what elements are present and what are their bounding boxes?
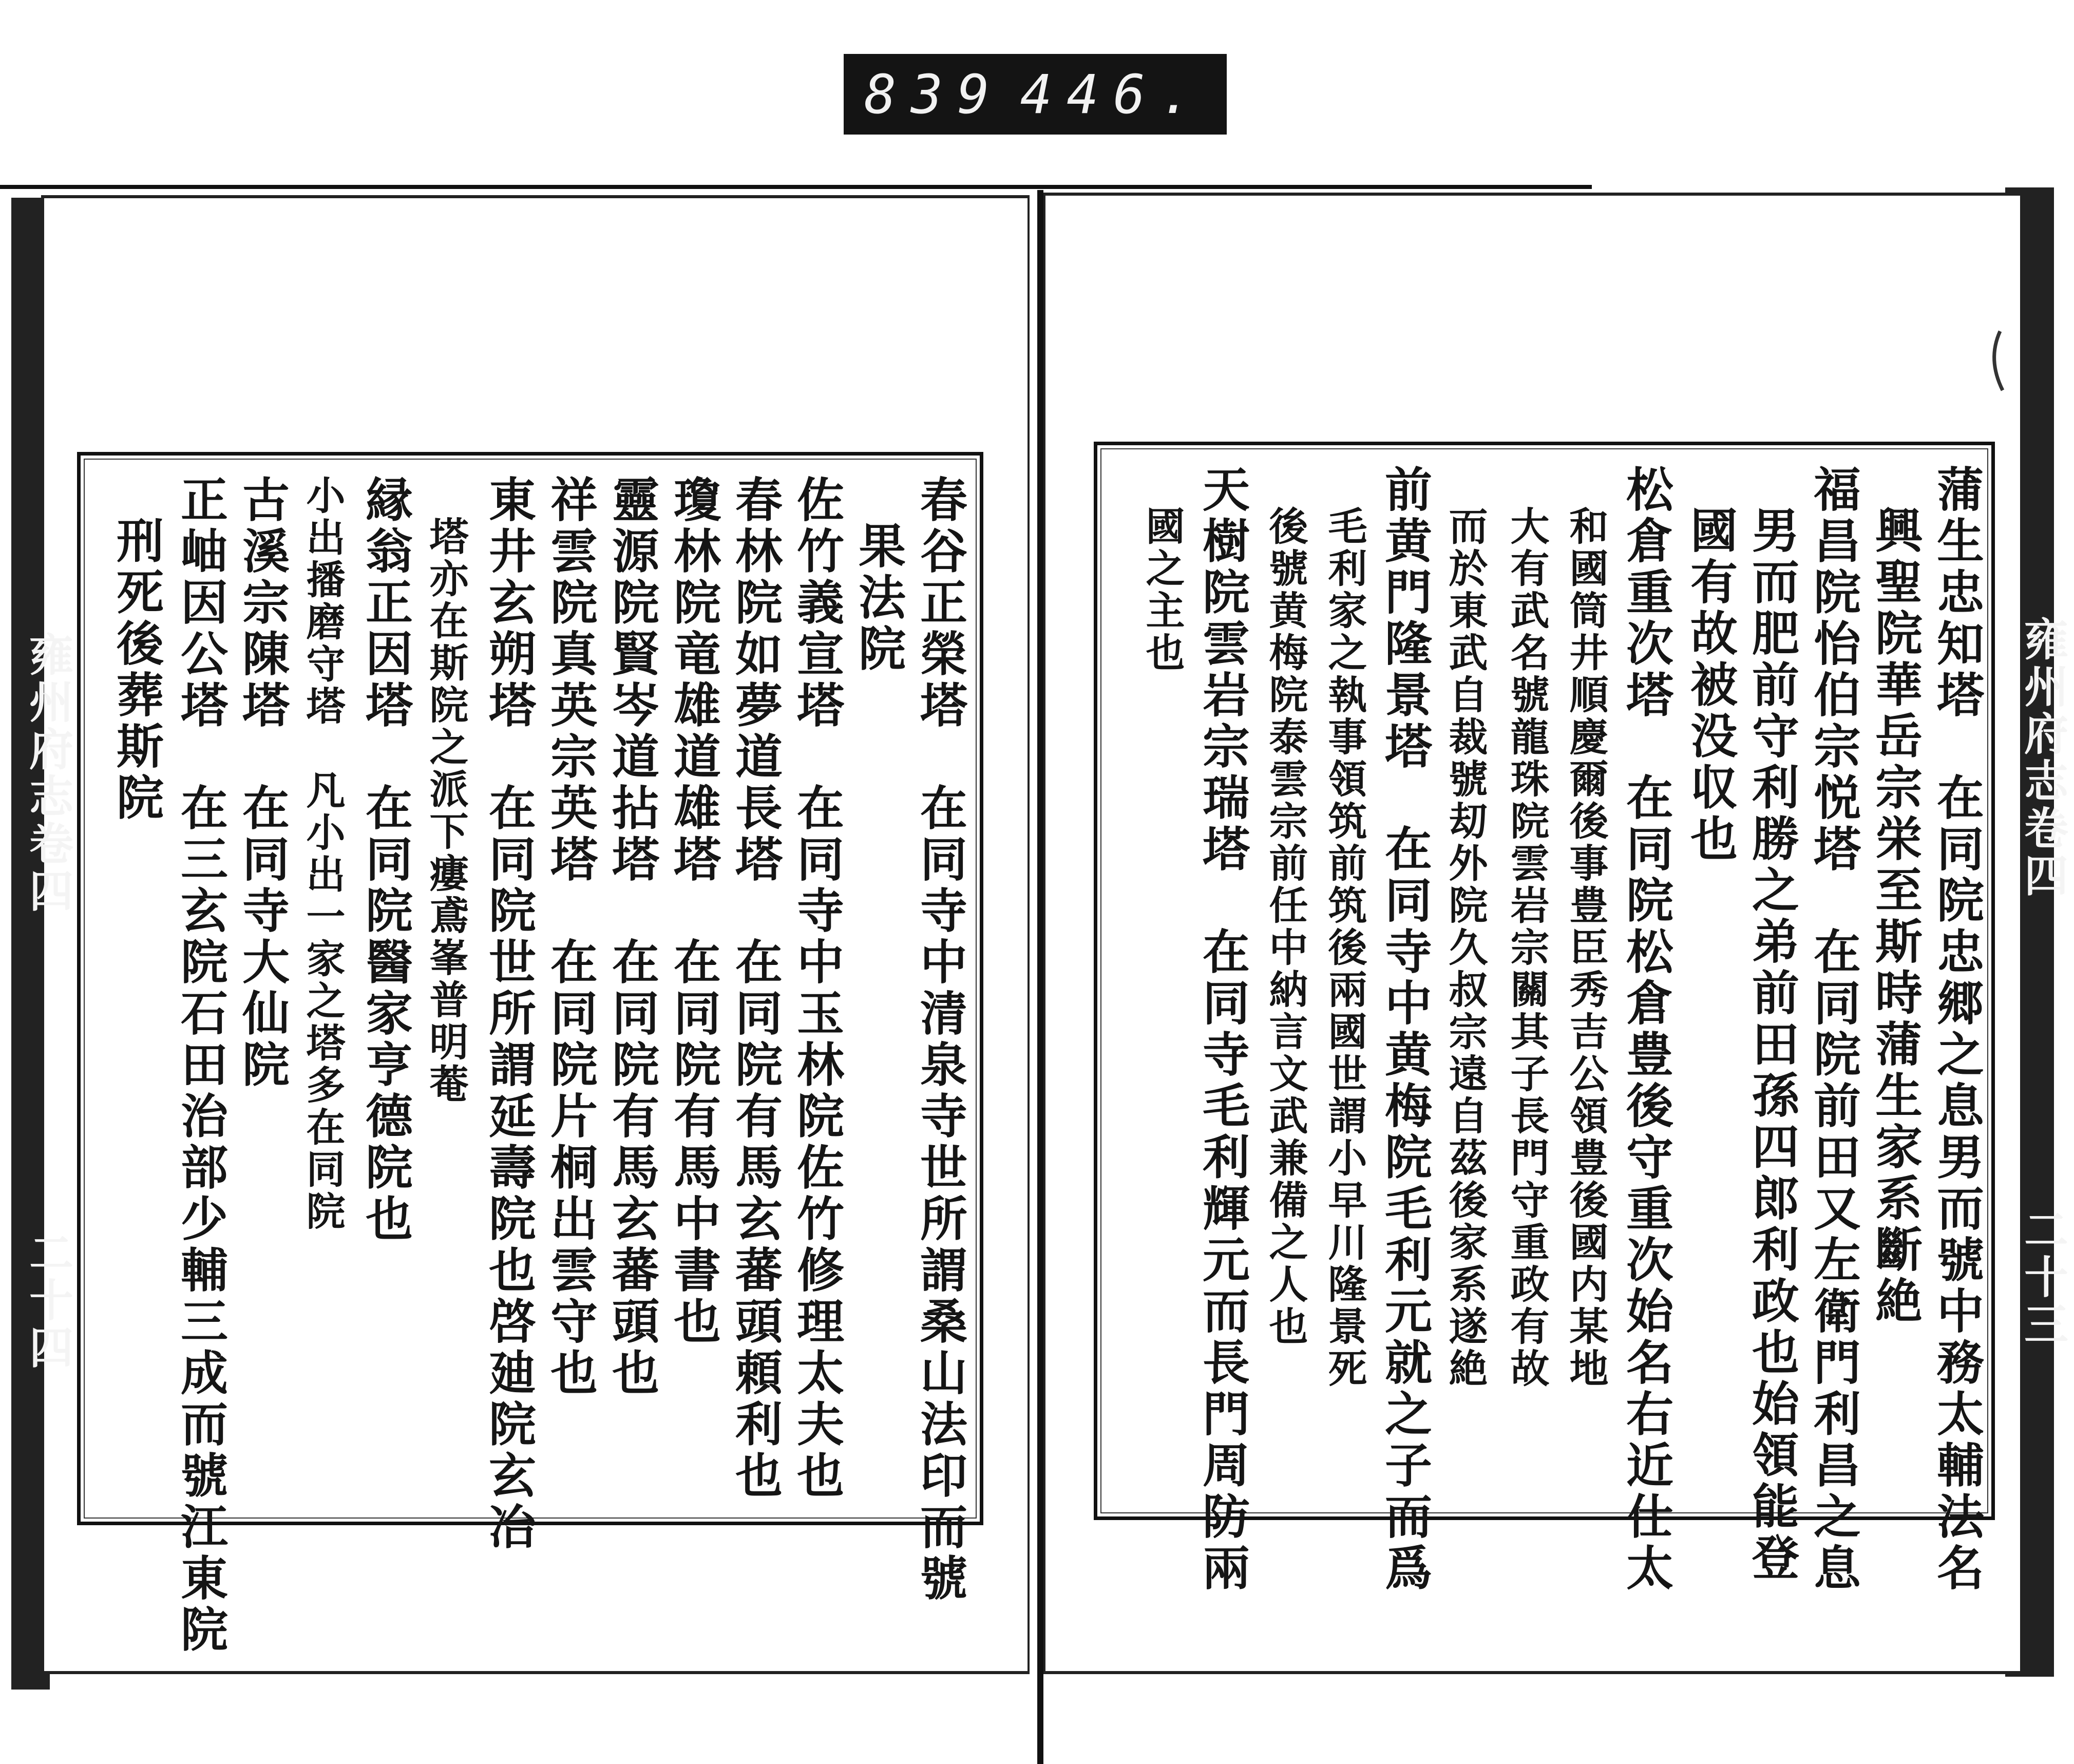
right-column-3: 福昌院怡伯宗悦塔 在同院前田又左衛門利昌之息 bbox=[1806, 465, 1861, 1595]
right-spine-title: 雍州府志卷四 bbox=[2016, 616, 2068, 900]
left-column-3: 佐竹義宣塔 在同寺中玉林院佐竹修理太夫也 bbox=[789, 475, 845, 1502]
left-column-7: 祥雲院真英宗英塔 在同院片桐出雲守也 bbox=[543, 475, 598, 1399]
left-column-8: 東井玄朔塔 在同院世所謂延壽院也啓廸院玄冶 bbox=[481, 475, 537, 1553]
right-column-8: 大有武名號龍珠院雲岩宗關其子長門守重政有故 bbox=[1504, 506, 1550, 1390]
reel-number: 839 bbox=[864, 63, 1004, 126]
right-column-7: 和國筒井順慶爾後事豊臣秀吉公領豊後國内某地 bbox=[1563, 506, 1609, 1390]
right-column-11: 毛利家之執事領筑前筑後兩國世謂小早川隆景死 bbox=[1322, 506, 1367, 1390]
right-column-4: 男而肥前守利勝之弟前田孫四郎利政也始領能登 bbox=[1744, 506, 1800, 1584]
left-column-13: 正岫因公塔 在三玄院石田治部少輔三成而號江東院 bbox=[173, 475, 229, 1656]
right-column-1: 蒲生忠知塔 在同院忠郷之息男而號中務太輔法名 bbox=[1929, 465, 1985, 1595]
right-column-14: 國之主也 bbox=[1139, 506, 1185, 674]
left-column-6: 靈源院賢岑道拈塔 在同院有馬玄蕃頭也 bbox=[604, 475, 660, 1399]
microfilm-frame-label bbox=[844, 54, 1227, 135]
right-spine-folio: 二十三 bbox=[2016, 1207, 2068, 1349]
top-edge-rule bbox=[0, 185, 1592, 189]
book-gutter bbox=[1037, 190, 1043, 1764]
left-column-10: 縁翁正因塔 在同院醫家亨德院也 bbox=[358, 475, 413, 1245]
left-column-2: 果法院 bbox=[851, 521, 906, 675]
left-spine-folio: 二十四 bbox=[22, 1230, 73, 1372]
left-column-11: 小出播磨守塔 凡小出一家之塔多在同院 bbox=[300, 475, 346, 1233]
left-column-12: 古溪宗陳塔 在同寺大仙院 bbox=[235, 475, 290, 1091]
right-column-12: 後號黄梅院泰雲宗前任中納言文武兼備之人也 bbox=[1263, 506, 1308, 1348]
frame-number: 446. bbox=[1020, 63, 1206, 126]
left-spine-title: 雍州府志卷四 bbox=[22, 632, 73, 915]
right-column-10: 前黄門隆景塔 在同寺中黄梅院毛利元就之子而爲 bbox=[1377, 465, 1433, 1595]
right-column-5: 國有故被没収也 bbox=[1683, 506, 1738, 865]
left-column-9: 塔亦在斯院之派下瘻鳶峯普明菴 bbox=[423, 516, 469, 1106]
right-column-6: 松倉重次塔 在同院松倉豊後守重次始名右近仕太 bbox=[1619, 465, 1674, 1595]
left-column-14: 刑死後葬斯院 bbox=[109, 516, 164, 824]
left-column-4: 春林院如夢道長塔 在同院有馬玄蕃頭頼利也 bbox=[728, 475, 783, 1502]
right-column-2: 興聖院華岳宗栄至斯時蒲生家系斷絶 bbox=[1868, 506, 1923, 1327]
left-column-1: 春谷正榮塔 在同寺中清泉寺世所謂桑山法印而號 bbox=[912, 475, 968, 1605]
left-column-5: 瓊林院竜雄道雄塔 在同院有馬中書也 bbox=[666, 475, 721, 1348]
right-column-13: 天樹院雲岩宗瑞塔 在同寺毛利輝元而長門周防兩 bbox=[1195, 465, 1250, 1595]
right-column-9: 而於東武自裁號刧外院久叔宗遠自茲後家系遂絶 bbox=[1442, 506, 1488, 1390]
stray-ink-mark bbox=[1985, 329, 2010, 395]
